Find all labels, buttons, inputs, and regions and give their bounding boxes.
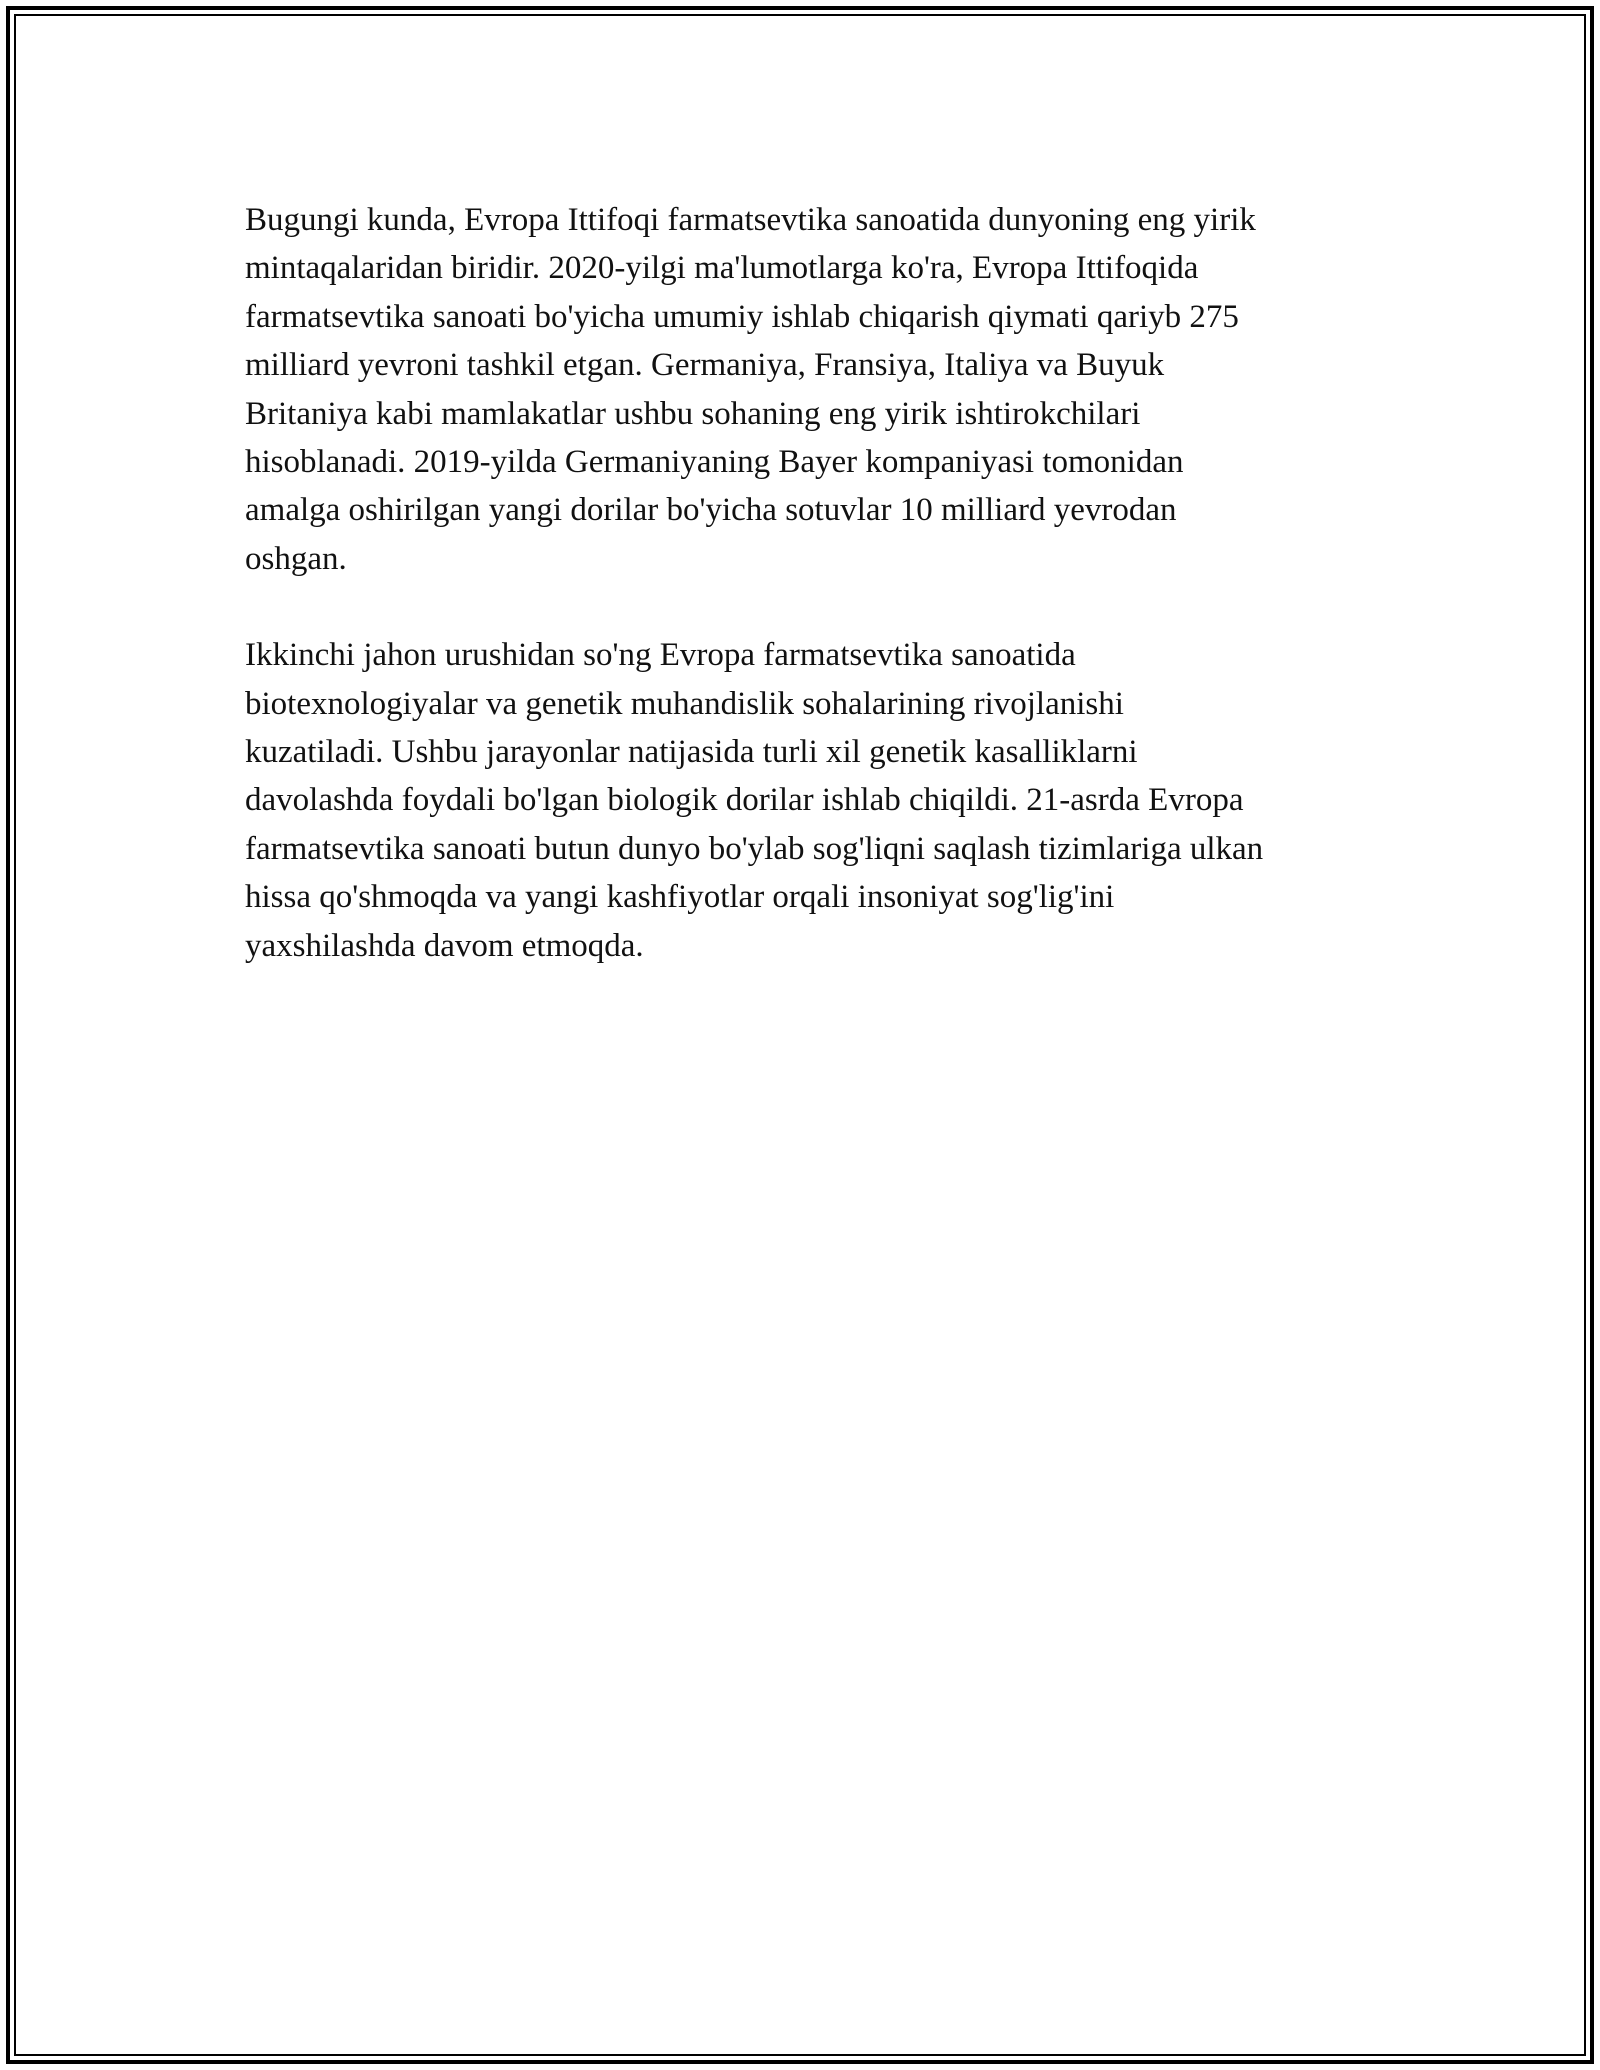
text-line: hisoblanadi. 2019-yilda Germaniyaning Bayer kompaniyasi tomonidan xyxy=(245,444,1184,481)
document-body xyxy=(245,196,1385,1018)
text-line: oshgan. xyxy=(245,540,347,577)
paragraph-1 xyxy=(245,196,1385,583)
text-line: biotexnologiyalar va genetik muhandislik sohalarining rivojlanishi xyxy=(245,685,1124,722)
text-line: yaxshilashda davom etmoqda. xyxy=(245,927,644,964)
text-line: Ikkinchi jahon urushidan so'ng Evropa farmatsevtika sanoatida xyxy=(245,637,1076,674)
page-frame xyxy=(6,6,1594,2064)
text-line: kuzatiladi. Ushbu jarayonlar natijasida turli xil genetik kasalliklarni xyxy=(245,734,1138,771)
paragraph-2 xyxy=(245,631,1385,970)
text-line: Britaniya kabi mamlakatlar ushbu sohaning eng yirik ishtirokchilari xyxy=(245,395,1141,432)
text-line: farmatsevtika sanoati bo'yicha umumiy ishlab chiqarish qiymati qariyb 275 xyxy=(245,298,1239,335)
text-line: milliard yevroni tashkil etgan. Germaniya, Fransiya, Italiya va Buyuk xyxy=(245,347,1165,384)
text-line: amalga oshirilgan yangi dorilar bo'yicha sotuvlar 10 milliard yevrodan xyxy=(245,492,1177,529)
text-line: davolashda foydali bo'lgan biologik dorilar ishlab chiqildi. 21-asrda Evropa xyxy=(245,782,1244,819)
text-line: Bugungi kunda, Evropa Ittifoqi farmatsevtika sanoatida dunyoning eng yirik xyxy=(245,202,1256,238)
text-line: hissa qo'shmoqda va yangi kashfiyotlar orqali insoniyat sog'lig'ini xyxy=(245,879,1115,916)
text-line: farmatsevtika sanoati butun dunyo bo'ylab sog'liqni saqlash tizimlariga ulkan xyxy=(245,830,1264,867)
text-line: mintaqalaridan biridir. 2020-yilgi ma'lumotlarga ko'ra, Evropa Ittifoqida xyxy=(245,250,1199,287)
